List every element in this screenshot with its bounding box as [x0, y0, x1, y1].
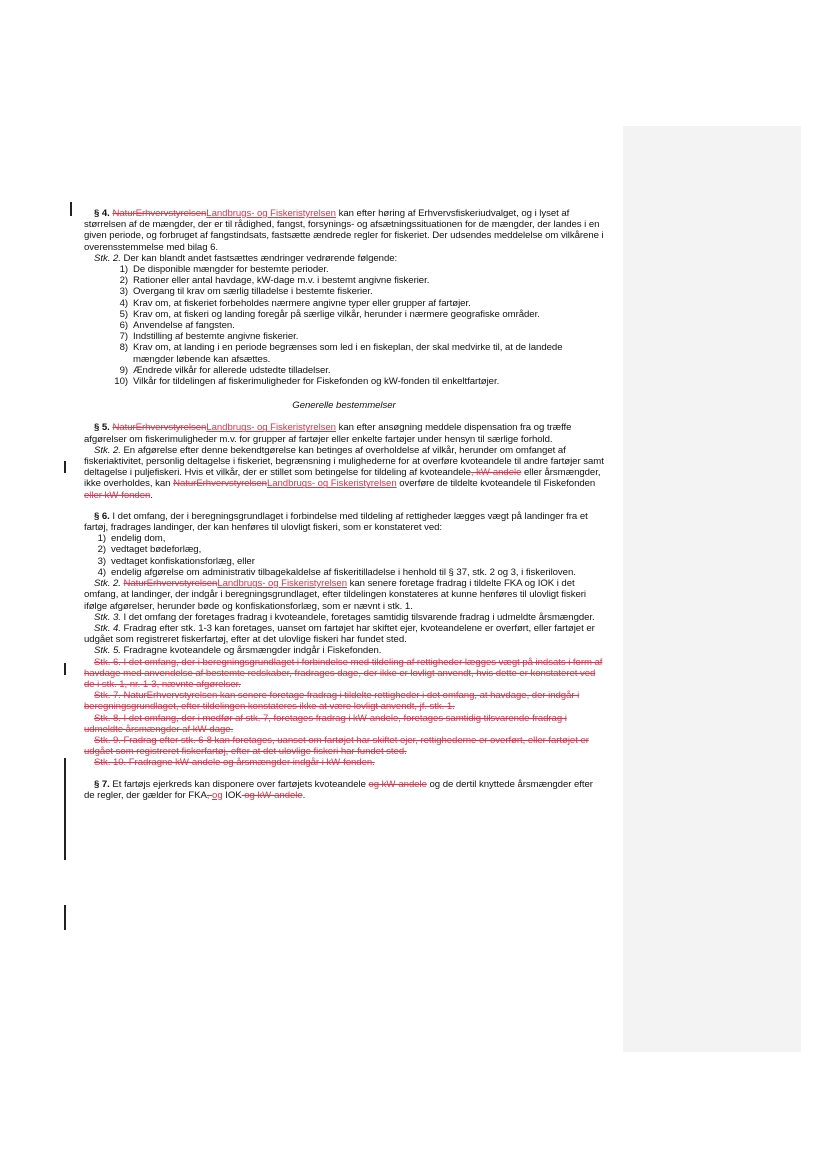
list-number: 1): [97, 533, 106, 545]
inserted-text: Landbrugs- og Fiskeristyrelsen: [266, 478, 397, 490]
change-bar: [64, 905, 66, 930]
paragraph-text: Fradrag efter stk. 1-3 kan foretages, uanset om fartøjet har skiftet ejer, kvoteandelene er overført, eller fartøjet er udgået som registreret fiskerfartøj, efter at det ulovlige fiskeri har fundet sted.: [84, 622, 595, 646]
paragraph-text: .: [302, 789, 306, 801]
section-heading: Generelle bestemmelser: [292, 400, 396, 412]
list-number: 3): [119, 286, 128, 298]
deleted-text: eller kW-fonden: [84, 489, 151, 501]
list-item: [112, 320, 604, 331]
list-item: [112, 342, 604, 364]
paragraph-text: eller årsmængder, ikke overholdes, kan: [84, 467, 601, 490]
deleted-text: og kW-andele: [368, 778, 427, 790]
list-text: Vilkår for tildelingen af fiskerimuligheder for Fiskefonden og kW-fonden til enkeltfartøjer.: [133, 376, 500, 388]
deleted-text: NaturErhvervstyrelsen: [112, 208, 207, 219]
list-item: [112, 309, 604, 320]
list-number: 7): [119, 331, 128, 343]
stk-label: Stk. 3.: [94, 611, 121, 623]
section-6-stk-5: [84, 645, 604, 656]
inserted-text: Landbrugs- og Fiskeristyrelsen: [206, 422, 336, 434]
list-text: Krav om, at fiskeriet forbeholdes nærmere angivne typer eller grupper af fartøjer.: [133, 297, 471, 309]
section-6: [84, 511, 604, 533]
list-number: 4): [97, 566, 106, 578]
list-text: vedtaget konfiskationsforlæg, eller: [111, 555, 255, 567]
section-number: § 7.: [94, 778, 110, 790]
section-6-stk-2: [84, 578, 604, 612]
list-text: Krav om, at fiskeri og landing foregår på særlige vilkår, herunder i nærmere geografiske områder.: [133, 308, 540, 320]
list-text: Anvendelse af fangsten.: [133, 320, 235, 332]
section-number: § 4.: [94, 208, 110, 219]
list-text: Indstilling af bestemte angivne fiskerier.: [133, 331, 299, 343]
change-bar: [70, 202, 72, 216]
list-number: 5): [119, 308, 128, 320]
inserted-text: Landbrugs- og Fiskeristyrelsen: [217, 578, 348, 590]
section-4: [84, 208, 604, 253]
inserted-text: Landbrugs- og Fiskeristyrelsen: [206, 208, 336, 219]
paragraph-text: og de dertil knyttede årsmængder efter de regler, der gælder for FKA: [84, 778, 593, 801]
list-item: [90, 533, 604, 544]
list-text: Overgang til krav om særlig tilladelse i bestemte fiskerier.: [133, 286, 373, 298]
inserted-text: og: [212, 789, 223, 801]
section-4-stk-2: [84, 253, 604, 264]
stk-label: Stk. 4.: [94, 622, 121, 634]
section-6-stk-4: [84, 623, 604, 645]
list-text: Krav om, at landing i en periode begrænses som led i en fiskeplan, der skal medvirke til, at de landede mængder løbende kan afsættes.: [133, 342, 563, 365]
list-number: 2): [119, 275, 128, 287]
paragraph-text: I det omfang, der i beregningsgrundlaget i forbindelse med tildeling af rettigheder lægges vægt på landinger fra et fartøj, fradrages landinger, der kan henføres til ulovligt fiskeri, som er konstateret ved:: [84, 510, 588, 534]
deleted-text: NaturErhvervstyrelsen: [173, 478, 267, 490]
section-number: § 6.: [94, 510, 110, 522]
comment-margin-pane: [623, 126, 801, 1052]
section-6-list: [84, 533, 604, 578]
deleted-text: , kW-andele: [470, 467, 522, 479]
paragraph-text: kan senere foretage fradrag i tildelte FKA og IOK i det omfang, at landinger, der indgår i beregningsgrundlaget, efter tildelingen konstateres at kunne henføres til ulovligt fiskeri ifølge afgørelser, herunder bøde og konfiskationsforlæg, som er nævnt i stk. 1.: [84, 578, 586, 612]
list-text: vedtaget bødeforlæg,: [111, 544, 202, 556]
paragraph-text: .: [150, 489, 153, 501]
list-item: [90, 544, 604, 555]
section-number: § 5.: [94, 422, 110, 434]
paragraph-text: IOK: [222, 789, 242, 801]
paragraph-text: En afgørelse efter denne bekendtgørelse kan betinges af overholdelse af vilkår, herunder om omfanget af fiskeriaktivitet, personlig deltagelse i fiskeriet, begrænsning i mulighederne for at overføre kvoteandele til andre fartøjer samt deltagelse i puljefiskeri. Hvis et vilkår, der er stillet som betingelse for tildeling af kvoteandele: [84, 444, 604, 479]
list-number: 8): [119, 342, 128, 354]
list-text: De disponible mængder for bestemte perioder.: [133, 264, 329, 276]
list-item: [112, 264, 604, 275]
list-text: endelig dom,: [111, 533, 166, 545]
stk-label: Stk. 5.: [94, 645, 121, 657]
section-5: [84, 422, 604, 444]
paragraph-text: kan efter ansøgning meddele dispensation fra og træffe afgørelser om fiskerimuligheder m.v. for grupper af fartøjer eller enkelte fartøjer under hensyn til særlige forhold.: [84, 422, 572, 445]
section-6-stk-3: [84, 612, 604, 623]
list-number: 2): [97, 544, 106, 556]
section-4-list: [84, 264, 604, 387]
stk-label: Stk. 2.: [94, 444, 121, 456]
list-number: 9): [119, 364, 128, 376]
deleted-text: NaturErhvervstyrelsen: [123, 578, 218, 590]
paragraph-text: I det omfang der foretages fradrag i kvoteandele, foretages samtidig tilsvarende fradrag i udmeldte årsmængder.: [120, 611, 595, 623]
section-7: [84, 779, 604, 801]
deleted-stk-7: Stk. 7. NaturErhvervstyrelsen kan senere foretage fradrag i tildelte rettigheder i det omfang, at havdage, der indgår i beregningsgrundlaget, efter tildelingen konstateres ikke at være lovligt anvendt, jf. stk. 1.: [84, 690, 580, 713]
list-text: endelig afgørelse om administrativ tilbagekaldelse af fiskeritilladelse i henhold til § 37, stk. 2 og 3, i fiskeriloven.: [111, 566, 576, 578]
list-number: 10): [114, 376, 128, 388]
list-item: [112, 298, 604, 309]
deleted-stk-8: Stk. 8. I det omfang, der i medfør af stk. 7, foretages fradrag i kW-andele, foretages samtidig tilsvarende fradrag i udmeldte årsmængder af kW-dage.: [84, 712, 567, 735]
deleted-text: og kW-andele: [241, 789, 303, 801]
deleted-stk-10: Stk. 10. Fradragne kW-andele og årsmængder indgår i kW-fonden.: [94, 757, 375, 769]
paragraph-text: overføre de tildelte kvoteandele til Fiskefonden: [396, 478, 596, 490]
section-5-stk-2: [84, 445, 604, 501]
list-item: [112, 275, 604, 286]
paragraph-text: Der kan blandt andet fastsættes ændringer vedrørende følgende:: [120, 252, 398, 264]
list-text: Rationer eller antal havdage, kW-dage m.v. i bestemt angivne fiskerier.: [133, 275, 430, 287]
list-item: [90, 556, 604, 567]
list-item: [112, 376, 604, 387]
deleted-stk-9: Stk. 9. Fradrag efter stk. 6-8 kan foretages, uanset om fartøjet har skiftet ejer, rettighederne er overført, eller fartøjet er udgået som registreret fiskerfartøj, efter at det ulovlige fiskeri har fundet sted.: [84, 734, 589, 758]
stk-label: Stk. 2.: [94, 252, 121, 264]
list-item: [112, 365, 604, 376]
deleted-text: ,: [206, 789, 213, 801]
list-number: 1): [119, 264, 128, 276]
stk-label: Stk. 2.: [94, 578, 121, 590]
list-item: [90, 567, 604, 578]
deleted-text: NaturErhvervstyrelsen: [112, 422, 207, 434]
change-bar: [64, 461, 66, 473]
list-number: 6): [119, 320, 128, 332]
list-item: [112, 286, 604, 297]
deleted-stk-6: Stk. 6. I det omfang, der i beregningsgrundlaget i forbindelse med tildeling af rettigheder lægges vægt på indsats i form af havdage med anvendelse af bestemte redskaber, fradrages dage, der ikke er lovligt anvendt, hvis dette er konstateret ved de i stk. 1, nr. 1-3, nævnte afgørelser.: [84, 656, 603, 690]
change-bar: [64, 663, 66, 675]
change-bar: [64, 758, 66, 860]
paragraph-text: Fradragne kvoteandele og årsmængder indgår i Fiskefonden.: [120, 645, 382, 657]
list-item: [112, 331, 604, 342]
list-number: 3): [97, 555, 106, 567]
list-text: Ændrede vilkår for allerede udstedte tilladelser.: [133, 364, 331, 376]
list-number: 4): [119, 297, 128, 309]
document-body: [84, 208, 604, 801]
paragraph-text: kan efter høring af Erhvervsfiskeriudvalget, og i lyset af størrelsen af de mængder, der er til rådighed, fangst, forsynings- og afsætningssituationen for de mængder, der landes i en given periode, og forbruget af fangstindsats, fastsætte ændrede regler for fiskeriet. Der udsendes meddelelse om vilkårene i overensstemmelse med bilag 6.: [84, 208, 604, 253]
paragraph-text: Et fartøjs ejerkreds kan disponere over fartøjets kvoteandele: [109, 778, 369, 790]
